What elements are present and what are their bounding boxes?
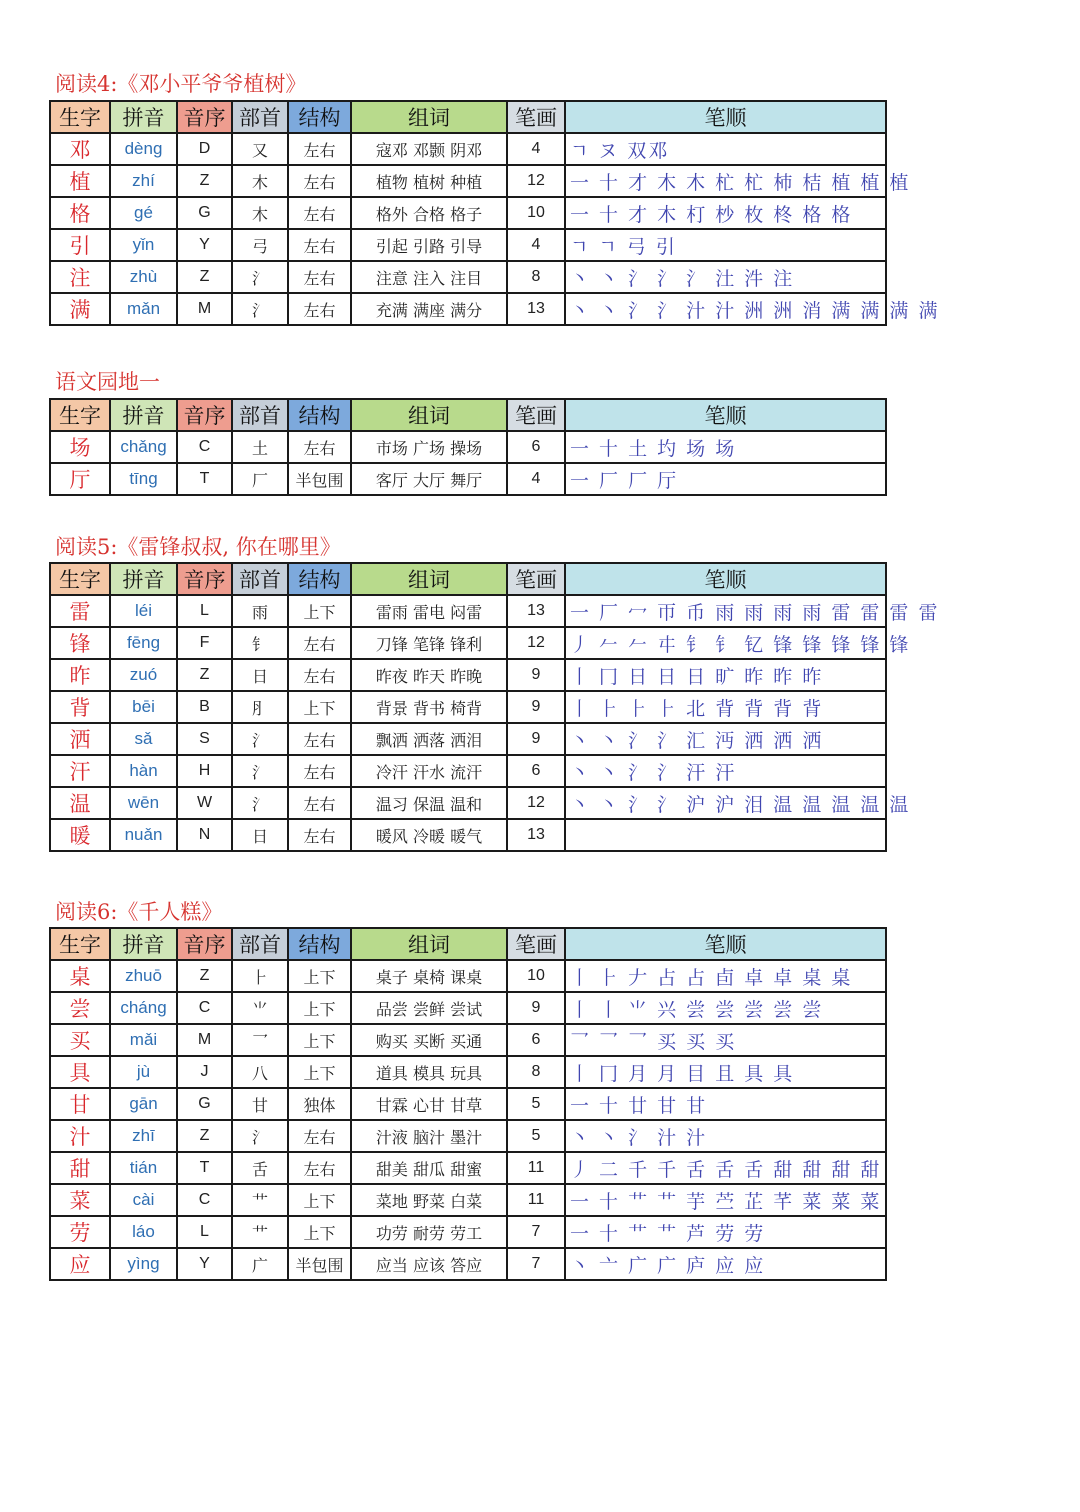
cell-strokes: 丨 冂 日 日 日 旷 昨 昨 昨 (565, 659, 886, 691)
cell-pinyin: mǎn (110, 293, 177, 325)
table-row (50, 723, 886, 755)
cell-structure: 左右 (288, 133, 351, 165)
cell-strokes (565, 819, 886, 851)
cell-char: 暖 (50, 819, 110, 851)
cell-structure: 左右 (288, 197, 351, 229)
cell-char: 温 (50, 787, 110, 819)
cell-strokes: 丶 亠 广 广 庐 应 应 (565, 1248, 886, 1280)
header-char: 生字 (50, 101, 110, 133)
cell-radical: ⺌ (232, 992, 288, 1024)
cell-words: 寇邓 邓颢 阴邓 (351, 133, 507, 165)
cell-radical: 氵 (232, 1120, 288, 1152)
table-row (50, 819, 886, 851)
cell-structure: 上下 (288, 595, 351, 627)
cell-pinyin: bēi (110, 691, 177, 723)
cell-char: 尝 (50, 992, 110, 1024)
table-row (50, 691, 886, 723)
section-title: 阅读5:《雷锋叔叔, 你在哪里》 (55, 535, 341, 559)
cell-order: T (177, 1152, 232, 1184)
header-structure: 结构 (288, 563, 351, 595)
cell-words: 市场 广场 操场 (351, 431, 507, 463)
cell-radical: 艹 (232, 1184, 288, 1216)
cell-strokes: 丶 丶 氵 氵 汁 汁 洲 洲 消 满 满 满 满 (565, 293, 886, 325)
cell-words: 温习 保温 温和 (351, 787, 507, 819)
cell-order: Y (177, 1248, 232, 1280)
header-radical: 部首 (232, 928, 288, 960)
cell-strokes: 丨 丨 ⺌ 兴 尝 尝 尝 尝 尝 (565, 992, 886, 1024)
cell-pinyin: tīng (110, 463, 177, 495)
header-radical: 部首 (232, 399, 288, 431)
cell-count: 11 (507, 1152, 565, 1184)
cell-strokes: 一 厂 厂 厅 (565, 463, 886, 495)
table-row (50, 133, 886, 165)
cell-char: 劳 (50, 1216, 110, 1248)
cell-pinyin: cháng (110, 992, 177, 1024)
table-row (50, 165, 886, 197)
cell-char: 应 (50, 1248, 110, 1280)
cell-char: 满 (50, 293, 110, 325)
table-header-row (50, 101, 886, 133)
cell-strokes: 丿 二 千 千 舌 舌 舌 甜 甜 甜 甜 (565, 1152, 886, 1184)
cell-order: C (177, 431, 232, 463)
cell-pinyin: gān (110, 1088, 177, 1120)
header-order: 音序 (177, 101, 232, 133)
cell-radical: 木 (232, 197, 288, 229)
cell-order: Y (177, 229, 232, 261)
header-order: 音序 (177, 399, 232, 431)
cell-pinyin: nuǎn (110, 819, 177, 851)
cell-structure: 独体 (288, 1088, 351, 1120)
table-row (50, 960, 886, 992)
cell-radical: 氵 (232, 787, 288, 819)
cell-strokes: 丨 ⺊ 𠂇 占 占 卣 卓 卓 桌 桌 (565, 960, 886, 992)
cell-order: Z (177, 165, 232, 197)
cell-order: G (177, 197, 232, 229)
cell-pinyin: hàn (110, 755, 177, 787)
header-count: 笔画 (507, 399, 565, 431)
cell-words: 引起 引路 引导 (351, 229, 507, 261)
cell-structure: 上下 (288, 1024, 351, 1056)
character-table (49, 100, 940, 326)
cell-count: 13 (507, 595, 565, 627)
header-count: 笔画 (507, 101, 565, 133)
header-words: 组词 (351, 928, 507, 960)
table-row (50, 595, 886, 627)
cell-pinyin: gé (110, 197, 177, 229)
table-row (50, 1152, 886, 1184)
table-row (50, 293, 886, 325)
header-strokes: 笔顺 (565, 101, 886, 133)
table-header-row (50, 399, 886, 431)
cell-count: 9 (507, 723, 565, 755)
cell-words: 刀锋 笔锋 锋利 (351, 627, 507, 659)
cell-strokes: ㄱ ㄱ 弓 引 (565, 229, 886, 261)
cell-strokes: 丶 丶 氵 氵 沪 沪 泪 温 温 温 温 温 (565, 787, 886, 819)
cell-char: 背 (50, 691, 110, 723)
cell-strokes: 丶 丶 氵 氵 汇 沔 洒 洒 洒 (565, 723, 886, 755)
cell-pinyin: cài (110, 1184, 177, 1216)
cell-char: 桌 (50, 960, 110, 992)
cell-order: W (177, 787, 232, 819)
cell-words: 道具 模具 玩具 (351, 1056, 507, 1088)
cell-order: D (177, 133, 232, 165)
cell-strokes: 丶 丶 氵 氵 氵 汢 汼 注 (565, 261, 886, 293)
header-char: 生字 (50, 399, 110, 431)
header-order: 音序 (177, 563, 232, 595)
cell-order: F (177, 627, 232, 659)
character-table (49, 927, 887, 1281)
header-words: 组词 (351, 563, 507, 595)
cell-pinyin: fēng (110, 627, 177, 659)
cell-strokes: 丿 𠂉 𠂉 㐄 钅 钅 钇 锋 锋 锋 锋 锋 (565, 627, 886, 659)
cell-order: N (177, 819, 232, 851)
cell-count: 9 (507, 659, 565, 691)
cell-pinyin: zhuō (110, 960, 177, 992)
cell-structure: 上下 (288, 960, 351, 992)
cell-pinyin: dèng (110, 133, 177, 165)
header-pinyin: 拼音 (110, 399, 177, 431)
header-strokes: 笔顺 (565, 928, 886, 960)
table-row (50, 1216, 886, 1248)
section-title: 阅读6:《千人糕》 (55, 900, 223, 924)
cell-structure: 左右 (288, 659, 351, 691)
cell-words: 暖风 冷暖 暖气 (351, 819, 507, 851)
cell-structure: 半包围 (288, 1248, 351, 1280)
cell-structure: 左右 (288, 229, 351, 261)
cell-structure: 上下 (288, 992, 351, 1024)
header-radical: 部首 (232, 101, 288, 133)
cell-char: 甘 (50, 1088, 110, 1120)
cell-radical: 土 (232, 431, 288, 463)
cell-order: M (177, 293, 232, 325)
cell-words: 充满 满座 满分 (351, 293, 507, 325)
header-pinyin: 拼音 (110, 563, 177, 595)
cell-words: 昨夜 昨天 昨晚 (351, 659, 507, 691)
cell-radical: 日 (232, 819, 288, 851)
cell-char: 洒 (50, 723, 110, 755)
cell-pinyin: jù (110, 1056, 177, 1088)
cell-strokes: 丨 冂 月 月 目 且 具 具 (565, 1056, 886, 1088)
cell-strokes: 一 厂 冖 帀 币 雨 雨 雨 雨 雷 雷 雷 雷 (565, 595, 886, 627)
cell-order: L (177, 1216, 232, 1248)
cell-strokes: 一 十 土 圴 场 场 (565, 431, 886, 463)
cell-count: 10 (507, 960, 565, 992)
cell-radical: 氵 (232, 755, 288, 787)
cell-count: 11 (507, 1184, 565, 1216)
table-row (50, 197, 886, 229)
cell-pinyin: zhí (110, 165, 177, 197)
table-row (50, 261, 886, 293)
cell-pinyin: zuó (110, 659, 177, 691)
header-words: 组词 (351, 101, 507, 133)
cell-order: Z (177, 960, 232, 992)
cell-words: 菜地 野菜 白菜 (351, 1184, 507, 1216)
cell-radical: 木 (232, 165, 288, 197)
cell-char: 甜 (50, 1152, 110, 1184)
cell-char: 锋 (50, 627, 110, 659)
cell-count: 13 (507, 819, 565, 851)
cell-structure: 左右 (288, 723, 351, 755)
cell-strokes: 一 十 艹 艹 芦 劳 劳 (565, 1216, 886, 1248)
cell-order: G (177, 1088, 232, 1120)
header-structure: 结构 (288, 101, 351, 133)
cell-words: 应当 应该 答应 (351, 1248, 507, 1280)
cell-structure: 左右 (288, 819, 351, 851)
cell-order: Z (177, 659, 232, 691)
table-row (50, 992, 886, 1024)
cell-count: 9 (507, 691, 565, 723)
cell-strokes: 丨 ⺊ ⺊ ⺊ 北 背 背 背 背 (565, 691, 886, 723)
cell-radical: 氵 (232, 723, 288, 755)
table-row (50, 1056, 886, 1088)
cell-strokes: 丶 丶 氵 汁 汁 (565, 1120, 886, 1152)
cell-words: 背景 背书 椅背 (351, 691, 507, 723)
cell-count: 13 (507, 293, 565, 325)
cell-strokes: 丶 丶 氵 氵 汗 汗 (565, 755, 886, 787)
cell-structure: 上下 (288, 1184, 351, 1216)
cell-order: H (177, 755, 232, 787)
cell-count: 6 (507, 1024, 565, 1056)
cell-char: 汁 (50, 1120, 110, 1152)
cell-count: 5 (507, 1120, 565, 1152)
cell-words: 客厅 大厅 舞厅 (351, 463, 507, 495)
cell-radical: 乛 (232, 1024, 288, 1056)
cell-structure: 半包围 (288, 463, 351, 495)
table-row (50, 755, 886, 787)
cell-order: B (177, 691, 232, 723)
cell-radical: 舌 (232, 1152, 288, 1184)
cell-order: Z (177, 1120, 232, 1152)
cell-words: 雷雨 雷电 闷雷 (351, 595, 507, 627)
cell-strokes: 一 十 才 木 朾 杪 枚 柊 格 格 (565, 197, 886, 229)
table-row (50, 787, 886, 819)
table-row (50, 1248, 886, 1280)
cell-radical: 甘 (232, 1088, 288, 1120)
cell-words: 飘洒 洒落 洒泪 (351, 723, 507, 755)
cell-order: L (177, 595, 232, 627)
table-row (50, 1120, 886, 1152)
cell-words: 品尝 尝鲜 尝试 (351, 992, 507, 1024)
cell-radical: ⺼ (232, 691, 288, 723)
cell-count: 9 (507, 992, 565, 1024)
cell-words: 甘霖 心甘 甘草 (351, 1088, 507, 1120)
cell-char: 植 (50, 165, 110, 197)
cell-radical: 氵 (232, 261, 288, 293)
cell-words: 注意 注入 注目 (351, 261, 507, 293)
cell-char: 引 (50, 229, 110, 261)
cell-pinyin: sǎ (110, 723, 177, 755)
cell-count: 8 (507, 1056, 565, 1088)
cell-char: 昨 (50, 659, 110, 691)
section-title: 语文园地一 (55, 370, 160, 394)
cell-radical: 厂 (232, 463, 288, 495)
header-char: 生字 (50, 928, 110, 960)
cell-structure: 左右 (288, 165, 351, 197)
cell-strokes: 一 十 艹 艹 芋 苎 芷 芊 菜 菜 菜 (565, 1184, 886, 1216)
cell-radical: 氵 (232, 293, 288, 325)
header-structure: 结构 (288, 399, 351, 431)
cell-char: 汗 (50, 755, 110, 787)
cell-structure: 左右 (288, 1152, 351, 1184)
header-count: 笔画 (507, 563, 565, 595)
cell-structure: 上下 (288, 1216, 351, 1248)
cell-order: T (177, 463, 232, 495)
table-row (50, 627, 886, 659)
cell-char: 场 (50, 431, 110, 463)
cell-structure: 左右 (288, 293, 351, 325)
table-row (50, 659, 886, 691)
header-count: 笔画 (507, 928, 565, 960)
character-table (49, 398, 887, 496)
header-order: 音序 (177, 928, 232, 960)
cell-char: 买 (50, 1024, 110, 1056)
table-row (50, 1184, 886, 1216)
cell-pinyin: mǎi (110, 1024, 177, 1056)
character-table (49, 562, 940, 852)
cell-strokes: ㄱ ヌ 双邓 (565, 133, 886, 165)
cell-strokes: 乛 乛 乛 买 买 买 (565, 1024, 886, 1056)
cell-pinyin: zhī (110, 1120, 177, 1152)
cell-count: 6 (507, 755, 565, 787)
cell-radical: 雨 (232, 595, 288, 627)
cell-pinyin: wēn (110, 787, 177, 819)
table-header-row (50, 563, 886, 595)
cell-radical: 八 (232, 1056, 288, 1088)
cell-words: 桌子 桌椅 课桌 (351, 960, 507, 992)
cell-count: 12 (507, 627, 565, 659)
cell-order: S (177, 723, 232, 755)
cell-count: 8 (507, 261, 565, 293)
cell-pinyin: yìng (110, 1248, 177, 1280)
cell-structure: 左右 (288, 261, 351, 293)
cell-words: 功劳 耐劳 劳工 (351, 1216, 507, 1248)
cell-radical: 钅 (232, 627, 288, 659)
cell-count: 12 (507, 787, 565, 819)
cell-structure: 上下 (288, 691, 351, 723)
cell-order: Z (177, 261, 232, 293)
header-radical: 部首 (232, 563, 288, 595)
cell-words: 购买 买断 买通 (351, 1024, 507, 1056)
header-strokes: 笔顺 (565, 399, 886, 431)
cell-pinyin: tián (110, 1152, 177, 1184)
cell-structure: 左右 (288, 431, 351, 463)
cell-count: 12 (507, 165, 565, 197)
cell-structure: 左右 (288, 787, 351, 819)
cell-strokes: 一 十 廿 甘 甘 (565, 1088, 886, 1120)
cell-pinyin: láo (110, 1216, 177, 1248)
cell-count: 7 (507, 1248, 565, 1280)
cell-order: C (177, 992, 232, 1024)
cell-char: 注 (50, 261, 110, 293)
header-words: 组词 (351, 399, 507, 431)
cell-count: 6 (507, 431, 565, 463)
cell-char: 邓 (50, 133, 110, 165)
cell-count: 5 (507, 1088, 565, 1120)
header-structure: 结构 (288, 928, 351, 960)
header-pinyin: 拼音 (110, 928, 177, 960)
cell-structure: 左右 (288, 627, 351, 659)
cell-pinyin: yǐn (110, 229, 177, 261)
cell-words: 汁液 脑汁 墨汁 (351, 1120, 507, 1152)
table-row (50, 1024, 886, 1056)
table-header-row (50, 928, 886, 960)
cell-count: 4 (507, 133, 565, 165)
cell-order: C (177, 1184, 232, 1216)
cell-words: 格外 合格 格子 (351, 197, 507, 229)
cell-char: 菜 (50, 1184, 110, 1216)
header-char: 生字 (50, 563, 110, 595)
cell-radical: 又 (232, 133, 288, 165)
cell-radical: ⺊ (232, 960, 288, 992)
cell-words: 甜美 甜瓜 甜蜜 (351, 1152, 507, 1184)
table-row (50, 229, 886, 261)
cell-char: 厅 (50, 463, 110, 495)
cell-pinyin: léi (110, 595, 177, 627)
cell-pinyin: chǎng (110, 431, 177, 463)
cell-radical: 日 (232, 659, 288, 691)
cell-radical: 广 (232, 1248, 288, 1280)
cell-structure: 上下 (288, 1056, 351, 1088)
cell-char: 格 (50, 197, 110, 229)
cell-order: J (177, 1056, 232, 1088)
cell-order: M (177, 1024, 232, 1056)
table-row (50, 463, 886, 495)
table-row (50, 431, 886, 463)
section-title: 阅读4:《邓小平爷爷植树》 (55, 72, 307, 96)
cell-pinyin: zhù (110, 261, 177, 293)
cell-char: 具 (50, 1056, 110, 1088)
header-pinyin: 拼音 (110, 101, 177, 133)
cell-radical: 艹 (232, 1216, 288, 1248)
cell-count: 10 (507, 197, 565, 229)
cell-char: 雷 (50, 595, 110, 627)
cell-count: 4 (507, 229, 565, 261)
cell-count: 7 (507, 1216, 565, 1248)
cell-count: 4 (507, 463, 565, 495)
cell-words: 冷汗 汗水 流汗 (351, 755, 507, 787)
cell-words: 植物 植树 种植 (351, 165, 507, 197)
cell-structure: 左右 (288, 755, 351, 787)
cell-structure: 左右 (288, 1120, 351, 1152)
table-row (50, 1088, 886, 1120)
header-strokes: 笔顺 (565, 563, 886, 595)
cell-radical: 弓 (232, 229, 288, 261)
cell-strokes: 一 十 才 木 木 杧 杧 杮 桔 植 植 植 (565, 165, 886, 197)
